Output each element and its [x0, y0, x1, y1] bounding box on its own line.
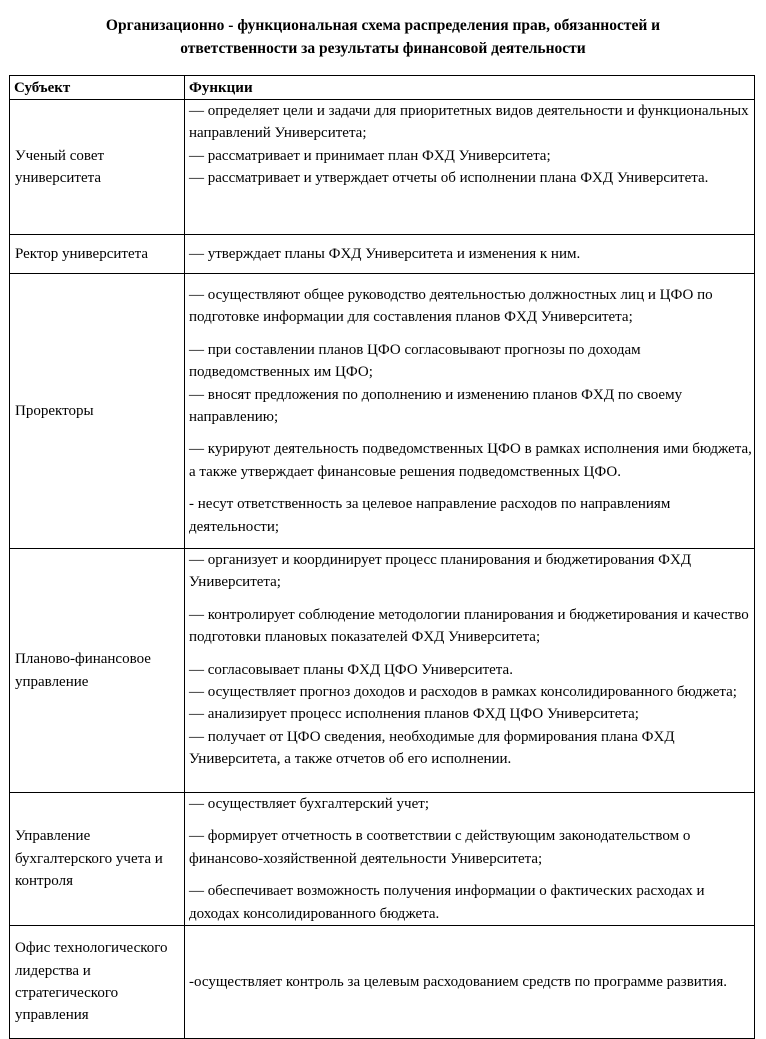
functions-cell [185, 549, 755, 793]
table-row [10, 793, 755, 926]
function-item: -осуществляет контроль за целевым расходованием средств по программе развития. [189, 973, 728, 990]
function-item: — контролирует соблюдение методологии планирования и бюджетирования и качество подготовки плановых показателей ФХД Университета; [189, 606, 749, 646]
function-item: — курируют деятельность подведомственных ЦФО в рамках исполнения ими бюджета, а также утверждает финансовые решения подведомственных ЦФО. [189, 441, 752, 480]
functions-cell [185, 100, 755, 235]
table-row [10, 549, 755, 793]
function-item: — осуществляет бухгалтерский учет; [189, 796, 429, 812]
functions-cell [185, 274, 755, 549]
function-item: — формирует отчетность в соответствии с действующим законодательством о финансово-хозяйственной деятельности Университета; [189, 828, 691, 867]
header-subject: Субъект [10, 76, 185, 100]
function-item: — осуществляют общее руководство деятельностью должностных лиц и ЦФО по подготовке информации для составления планов ФХД Университета; [189, 287, 713, 326]
header-row [10, 76, 755, 100]
subject-cell: Ученый совет университета [10, 100, 185, 235]
responsibility-table [9, 75, 755, 1039]
table-row [10, 274, 755, 549]
title-line-1: Организационно - функциональная схема распределения прав, обязанностей и [105, 17, 661, 34]
function-item: — организует и координирует процесс планирования и бюджетирования ФХД Университета; [189, 552, 692, 591]
document-title [0, 14, 766, 60]
subject-cell: Офис технологического лидерства и стратегического управления [10, 926, 185, 1039]
header-functions: Функции [185, 76, 755, 100]
subject-cell: Ректор университета [10, 235, 185, 274]
function-item: — получает от ЦФО сведения, необходимые для формирования плана ФХД Университета, а также отчетов об его исполнении. [189, 728, 675, 768]
function-item: — определяет цели и задачи для приоритетных видов деятельности и функциональных направлений Университета; [189, 103, 749, 142]
title-line-2: ответственности за результаты финансовой деятельности [180, 40, 586, 57]
subject-cell: Управление бухгалтерского учета и контроля [10, 793, 185, 926]
function-item: - несут ответственность за целевое направление расходов по направлениям деятельности; [189, 496, 671, 535]
functions-cell [185, 793, 755, 926]
function-item: — вносят предложения по дополнению и изменению планов ФХД по своему направлению; [189, 386, 683, 426]
function-item: — рассматривает и принимает план ФХД Университета; [189, 147, 551, 164]
table-row [10, 100, 755, 235]
function-item: — согласовывает планы ФХД ЦФО Университета. [189, 661, 513, 678]
functions-cell [185, 235, 755, 274]
table-row [10, 235, 755, 274]
functions-cell [185, 926, 755, 1039]
function-item: — осуществляет прогноз доходов и расходов в рамках консолидированного бюджета; [189, 684, 737, 701]
function-item: — рассматривает и утверждает отчеты об исполнении плана ФХД Университета. [189, 170, 709, 187]
function-item: — анализирует процесс исполнения планов ФХД ЦФО Университета; [189, 706, 639, 723]
function-item: — при составлении планов ЦФО согласовывают прогнозы по доходам подведомственных им ЦФО; [189, 341, 641, 381]
function-item: — утверждает планы ФХД Университета и изменения к ним. [189, 245, 581, 262]
function-item: — обеспечивает возможность получения информации о фактических расходах и доходах консолидированного бюджета. [189, 883, 705, 922]
subject-cell: Проректоры [10, 274, 185, 549]
table-row [10, 926, 755, 1039]
subject-cell: Планово-финансовое управление [10, 549, 185, 793]
